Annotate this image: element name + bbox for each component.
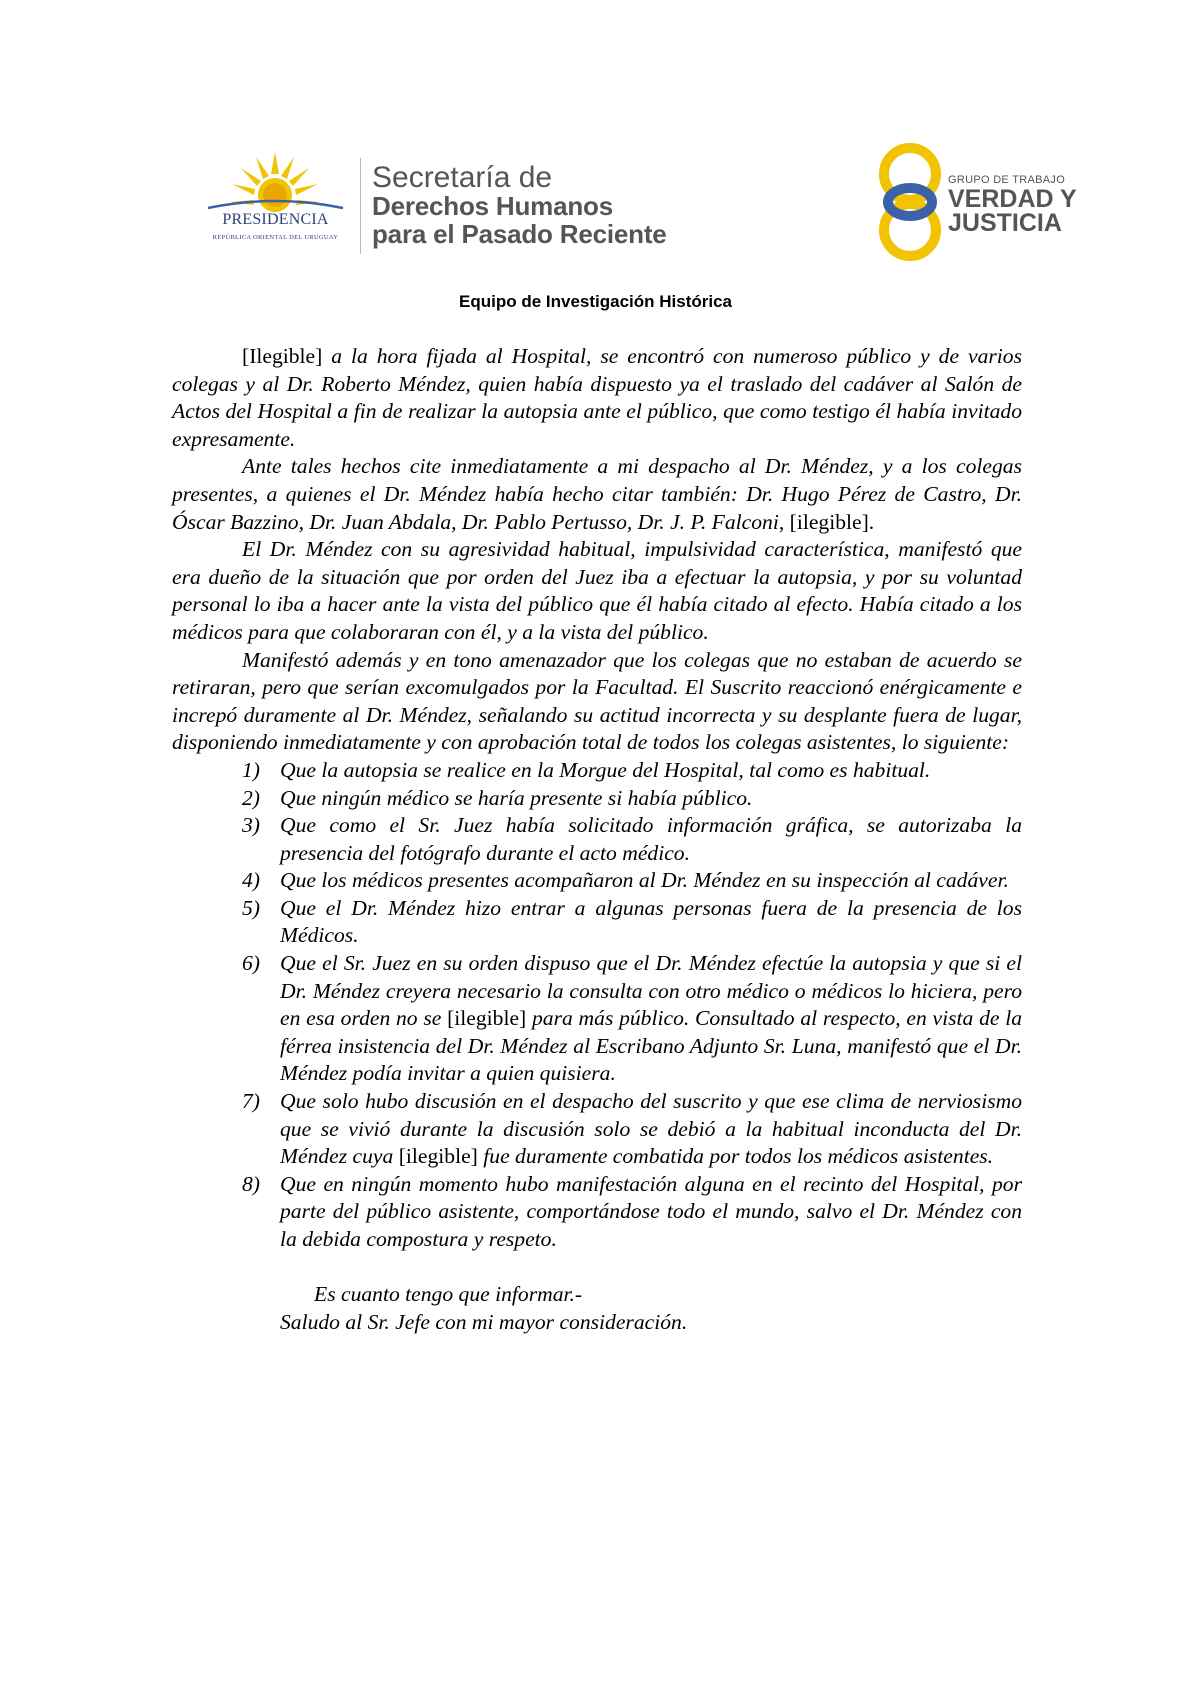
paragraph-4: Manifestó además y en tono amenazador que los colegas que no estaban de acuerdo se retiraran, pero que serían excomulgados por la Facultad. El Suscrito reaccionó enérgicamente e increpó duramente al Dr. Méndez, señalando su actitud incorrecta y su desplante fuera de lugar, disponiendo inmediatamente y con aprobación total de todos los colegas asistentes, lo siguiente: [172, 647, 1022, 755]
header-divider [360, 158, 361, 254]
list-number: 8) [242, 1171, 260, 1196]
list-item [172, 757, 1022, 785]
illegible-mark: [Ilegible] [242, 344, 323, 368]
section-title: Equipo de Investigación Histórica [459, 292, 732, 311]
presidencia-name: PRESIDENCIA [222, 211, 329, 228]
rings-icon [876, 140, 946, 265]
list-item-text: fue duramente combatida por todos los médicos asistentes. [477, 1144, 994, 1169]
list-number: 2) [242, 785, 260, 810]
illegible-mark: [ilegible] [447, 1006, 527, 1031]
list-item-text: Que en ningún momento hubo manifestación alguna en el recinto del Hospital, por parte del público asistente, comportándose todo el mundo, salvo el Dr. Méndez con la debida compostura y respeto. [280, 1171, 1022, 1251]
list-number: 5) [242, 895, 260, 920]
sun-icon [198, 150, 353, 220]
list-item-text: para más público. Consultado al respecto, en vista de la férrea insistencia del Dr. Méndez al Escribano Adjunto Sr. Luna, manifestó que el Dr. Méndez podía invitar a quien quisiera. [280, 1006, 1022, 1086]
paragraph-1 [172, 343, 1022, 453]
secretaria-line3: para el Pasado Reciente [372, 219, 667, 249]
presidencia-subtitle: REPÚBLICA ORIENTAL DEL URUGUAY [212, 234, 339, 241]
closing-line-1: Es cuanto tengo que informar.- [314, 1282, 583, 1307]
list-item-text: Que el Dr. Méndez hizo entrar a algunas personas fuera de la presencia de los Médicos. [280, 895, 1022, 948]
list-number: 3) [242, 813, 260, 838]
closing [172, 1281, 1022, 1336]
document-body [172, 343, 1022, 1336]
paragraph-2-text: Ante tales hechos cite inmediatamente a mi despacho al Dr. Méndez, y a los colegas presentes, a quienes el Dr. Méndez había hecho citar también: Dr. Hugo Pérez de Castro, Dr. Óscar Bazzino, Dr. Juan Abdala, Dr. Pablo Pertusso, Dr. J. P. Falconi, [172, 454, 1022, 534]
grupo-justicia: JUSTICIA [948, 209, 1062, 237]
list-item [172, 1171, 1022, 1254]
grupo-verdad: VERDAD Y [948, 185, 1077, 213]
list-item-text: Que los médicos presentes acompañaron al Dr. Méndez en su inspección al cadáver. [280, 868, 1009, 893]
list-item [172, 1088, 1022, 1171]
list-item-text: Que el Sr. Juez en su orden dispuso que el Dr. Méndez efectúe la autopsia y que si el Dr. Méndez creyera necesario la consulta con otro médico o médicos lo hiciera, pero en esa orden no se [280, 951, 1022, 1031]
paragraph-2 [172, 453, 1022, 536]
list-item-text: Que como el Sr. Juez había solicitado información gráfica, se autorizaba la presencia del fotógrafo durante el acto médico. [280, 813, 1022, 865]
list-number: 4) [242, 868, 260, 893]
secretaria-line1: Secretaría de [372, 161, 553, 194]
list-item [172, 950, 1022, 1088]
paragraph-1-text: a la hora fijada al Hospital, se encontró con numeroso público y de varios colegas y al Dr. Roberto Méndez, quien había dispuesto ya el traslado del cadáver al Salón de Actos del Hospital a fin de realizar la autopsia ante el público, que como testigo él había invitado expresamente. [172, 344, 1022, 451]
list-item-text: Que ningún médico se haría presente si había público. [280, 785, 753, 810]
verdad-justicia-logo [876, 140, 1096, 265]
list-number: 1) [242, 757, 260, 782]
paragraph-3: El Dr. Méndez con su agresividad habitual, impulsividad característica, manifestó que era dueño de la situación que por orden del Juez iba a efectuar la autopsia, y por su voluntad personal lo iba a hacer ante la vista del público que él había citado al efecto. Había citado a los médicos para que colaboraran con él, y a la vista del público. [172, 537, 1022, 644]
list-number: 6) [242, 951, 260, 976]
secretaria-line2: Derechos Humanos [372, 191, 613, 221]
list-item [172, 895, 1022, 950]
illegible-mark: [ilegible]. [784, 509, 875, 534]
presidencia-logo [198, 150, 353, 260]
list-item [172, 812, 1022, 867]
list-number: 7) [242, 1089, 260, 1114]
list-item-text: Que solo hubo discusión en el despacho del suscrito y que ese clima de nerviosismo que se vivió durante la discusión solo se debió a la habitual inconducta del Dr. Méndez cuya [280, 1089, 1022, 1169]
closing-line-2: Saludo al Sr. Jefe con mi mayor consideración. [280, 1309, 688, 1334]
list-item [172, 867, 1022, 895]
list-item [172, 785, 1022, 813]
grupo-small-text: GRUPO DE TRABAJO [948, 174, 1066, 186]
illegible-mark: [ilegible] [398, 1144, 478, 1169]
list-item-text: Que la autopsia se realice en la Morgue del Hospital, tal como es habitual. [280, 757, 931, 782]
numbered-list [172, 757, 1022, 1254]
